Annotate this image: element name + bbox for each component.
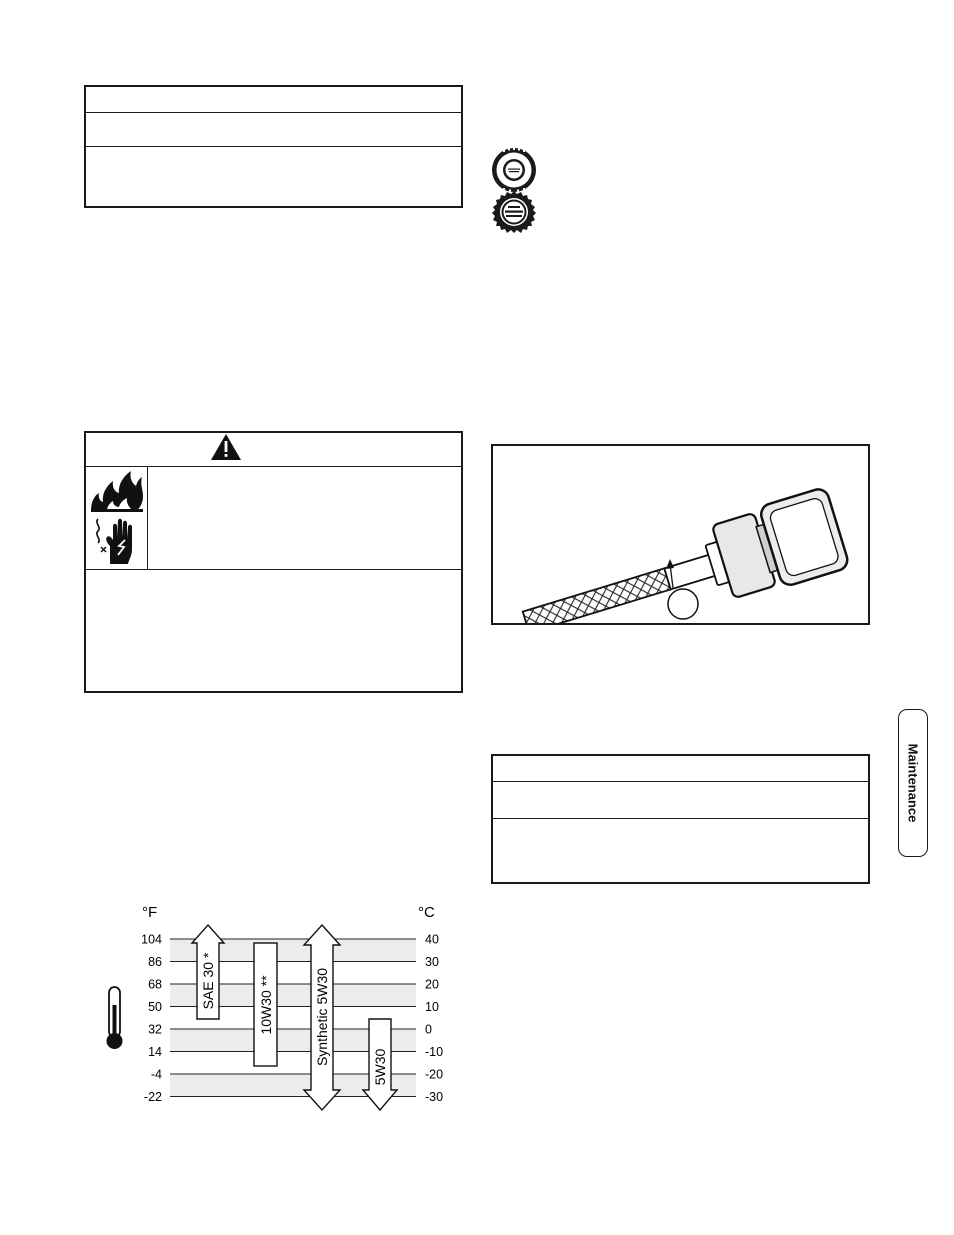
notice-box-right xyxy=(491,754,870,884)
for-gasoline-engines-seal-icon xyxy=(491,191,537,233)
fahrenheit-tick-label: -22 xyxy=(143,1090,162,1104)
celsius-tick-label: 30 xyxy=(425,955,439,969)
oil-label-sae30: SAE 30 * xyxy=(200,952,216,1010)
dipstick-illustration xyxy=(493,446,868,623)
warning-icon-column-divider xyxy=(147,466,148,569)
notice-divider xyxy=(86,146,461,147)
oil-label-synthetic-5w30: Synthetic 5W30 xyxy=(314,967,330,1067)
api-service-symbol-icon xyxy=(491,147,537,193)
notice-divider xyxy=(493,781,868,782)
fahrenheit-tick-label: 86 xyxy=(148,955,162,969)
fahrenheit-tick-label: 50 xyxy=(148,1000,162,1014)
celsius-tick-label: 10 xyxy=(425,1000,439,1014)
warning-header-divider xyxy=(86,466,461,467)
celsius-unit-label: °C xyxy=(418,904,435,921)
10w30-range-bar xyxy=(254,943,277,1066)
oil-viscosity-chart xyxy=(100,897,450,1119)
electric-shock-hand-icon xyxy=(92,515,144,565)
oil-label-5w30: 5W30 xyxy=(372,1048,388,1086)
notice-divider xyxy=(493,818,868,819)
sae30-range-arrow xyxy=(192,925,224,1019)
notice-divider xyxy=(86,112,461,113)
warning-body-divider xyxy=(86,569,461,570)
celsius-tick-label: -10 xyxy=(425,1045,444,1059)
celsius-tick-label: 40 xyxy=(425,932,439,947)
fire-icon xyxy=(89,468,145,512)
maintenance-tab-label: Maintenance xyxy=(905,743,921,823)
celsius-tick-label: -20 xyxy=(425,1067,444,1082)
fahrenheit-unit-label: °F xyxy=(142,904,158,921)
dipstick-callout-circle xyxy=(668,589,698,619)
celsius-tick-label: -30 xyxy=(425,1090,444,1104)
notice-box-top-left xyxy=(84,85,463,208)
celsius-tick-label: 0 xyxy=(425,1022,432,1037)
celsius-tick-label: 20 xyxy=(425,977,439,992)
fahrenheit-tick-label: 68 xyxy=(148,977,162,992)
fahrenheit-tick-label: 104 xyxy=(141,932,162,947)
oil-label-10w30: 10W30 ** xyxy=(258,975,274,1035)
fahrenheit-tick-label: 14 xyxy=(148,1045,162,1059)
thermometer-icon xyxy=(107,987,123,1049)
fahrenheit-tick-label: 32 xyxy=(148,1022,162,1037)
dipstick-crosshatch-end xyxy=(523,568,671,623)
maintenance-section-tab[interactable] xyxy=(898,709,928,857)
warning-triangle-icon xyxy=(210,433,242,461)
fahrenheit-tick-label: -4 xyxy=(150,1067,162,1082)
